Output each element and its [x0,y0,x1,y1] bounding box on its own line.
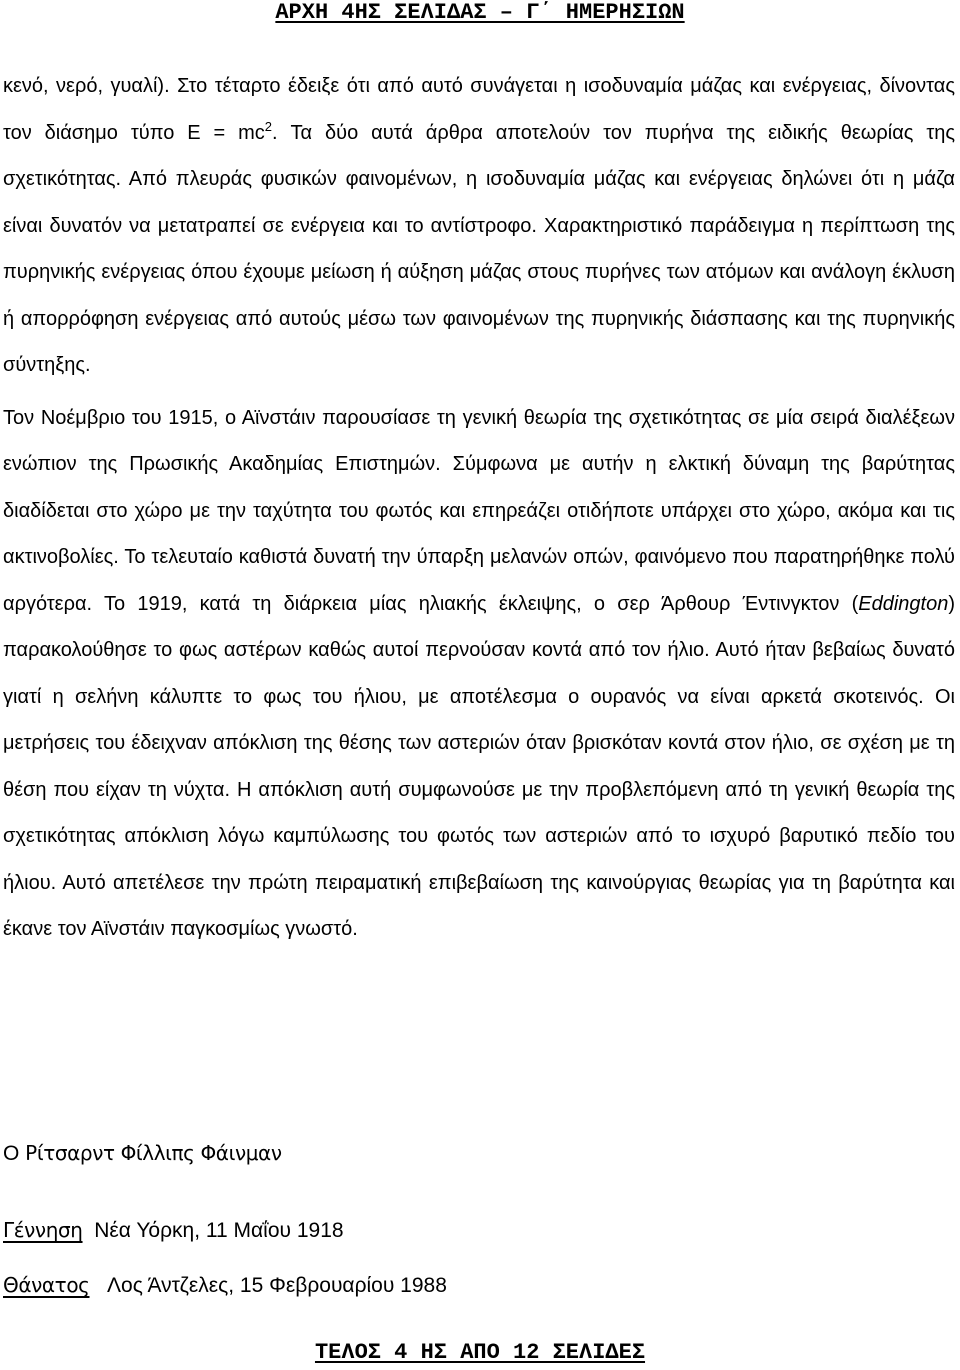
birth-label: Γέννηση [3,1218,83,1242]
eddington-italic: Eddington [858,592,949,615]
exponent-superscript: 2 [264,118,273,134]
paragraph-1-text-a: κενό, νερό, γυαλί). Στο τέταρτο έδειξε ότι από αυτό συνάγεται η ισοδυναμία μάζας και ενέργειας, δίνοντας τον διάσημο τύπο Ε = mc [3,75,955,144]
paragraph-2-text-a: Τον Νοέμβριο του 1915, ο Αϊνστάιν παρουσίασε τη γενική θεωρία της σχετικότητας σε μία σειρά διαλέξεων ενώπιον της Πρωσικής Ακαδημίας Επιστημών. Σύμφωνα με αυτήν η ελκτική δύναμη της βαρύτητας διαδίδεται στο χώρο με την ταχύτητα του φωτός και επηρεάζει οτιδήποτε υπάρχει στο χώρο, ακόμα και τις ακτινοβολίες. Το τελευταίο καθιστά δυνατή την ύπαρξη μελανών οπών, φαινόμενο που παρατηρήθηκε πολύ αργότερα. Το 1919, κατά τη διάρκεια μίας ηλιακής έκλειψης, ο σερ Άρθουρ Έντινγκτον ( [3,406,955,615]
death-label: Θάνατος [3,1273,90,1297]
paragraph-general-relativity [3,395,955,953]
page-header-title: ΑΡΧΗ 4ΗΣ ΣΕΛΙΔΑΣ – Γ΄ ΗΜΕΡΗΣΙΩΝ [275,0,685,25]
paragraph-1-text-b: . Τα δύο αυτά άρθρα αποτελούν τον πυρήνα της ειδικής θεωρίας της σχετικότητας. Από πλευράς φυσικών φαινομένων, η ισοδυναμία μάζας και ενέργειας δηλώνει ότι η μάζα είναι δυνατόν να μετατραπεί σε ενέργεια και το αντίστροφο. Χαρακτηριστικό παράδειγμα η περίπτωση της πυρηνικής ενέργειας όπου έχουμε μείωση ή αύξηση μάζας στους πυρήνες των ατόμων και ανάλογη έκλυση ή απορρόφηση ενέργειας από αυτούς μέσω των φαινομένων της πυρηνικής διάσπασης και της πυρηνικής σύντηξης. [3,121,955,376]
page-footer [0,1340,960,1366]
paragraph-special-relativity [3,63,955,389]
bio-birth-row [3,1215,953,1246]
document-body [3,63,955,953]
bio-death-row [3,1270,953,1301]
death-value: Λος Άντζελες, 15 Φεβρουαρίου 1988 [107,1274,447,1297]
bio-article: Ο [3,1142,26,1165]
page-footer-text: ΤΕΛΟΣ 4 ΗΣ ΑΠΟ 12 ΣΕΛΙΔΕΣ [314,1340,646,1365]
paragraph-2-text-b: ) παρακολούθησε το φως αστέρων καθώς αυτοί περνούσαν κοντά από τον ήλιο. Αυτό ήταν βεβαίως δυνατό γιατί η σελήνη κάλυπτε το φως του ήλιου, με αποτέλεσμα ο ουρανός να είναι αρκετά σκοτεινός. Οι μετρήσεις του έδειχναν απόκλιση της θέσης των αστεριών όταν βρισκόταν κοντά στον ήλιο, σε σχέση με τη θέση που είχαν τη νύχτα. Η απόκλιση αυτή συμφωνούσε με την προβλεπόμενη από τη γενική θεωρία της σχετικότητας απόκλιση λόγω καμπύλωσης του φωτός των αστεριών από το ισχυρό βαρυτικό πεδίο του ήλιου. Αυτό απετέλεσε την πρώτη πειραματική επιβεβαίωση της καινούργιας θεωρίας για τη βαρύτητα και έκανε τον Αϊνστάιν παγκοσμίως γνωστό. [3,592,955,940]
birth-value: Νέα Υόρκη, 11 Μαΐου 1918 [94,1219,344,1242]
bio-heading [3,1138,953,1169]
bio-person-name: Ρίτσαρντ Φίλλιπς Φάινμαν [25,1141,282,1165]
page-header [0,0,960,26]
